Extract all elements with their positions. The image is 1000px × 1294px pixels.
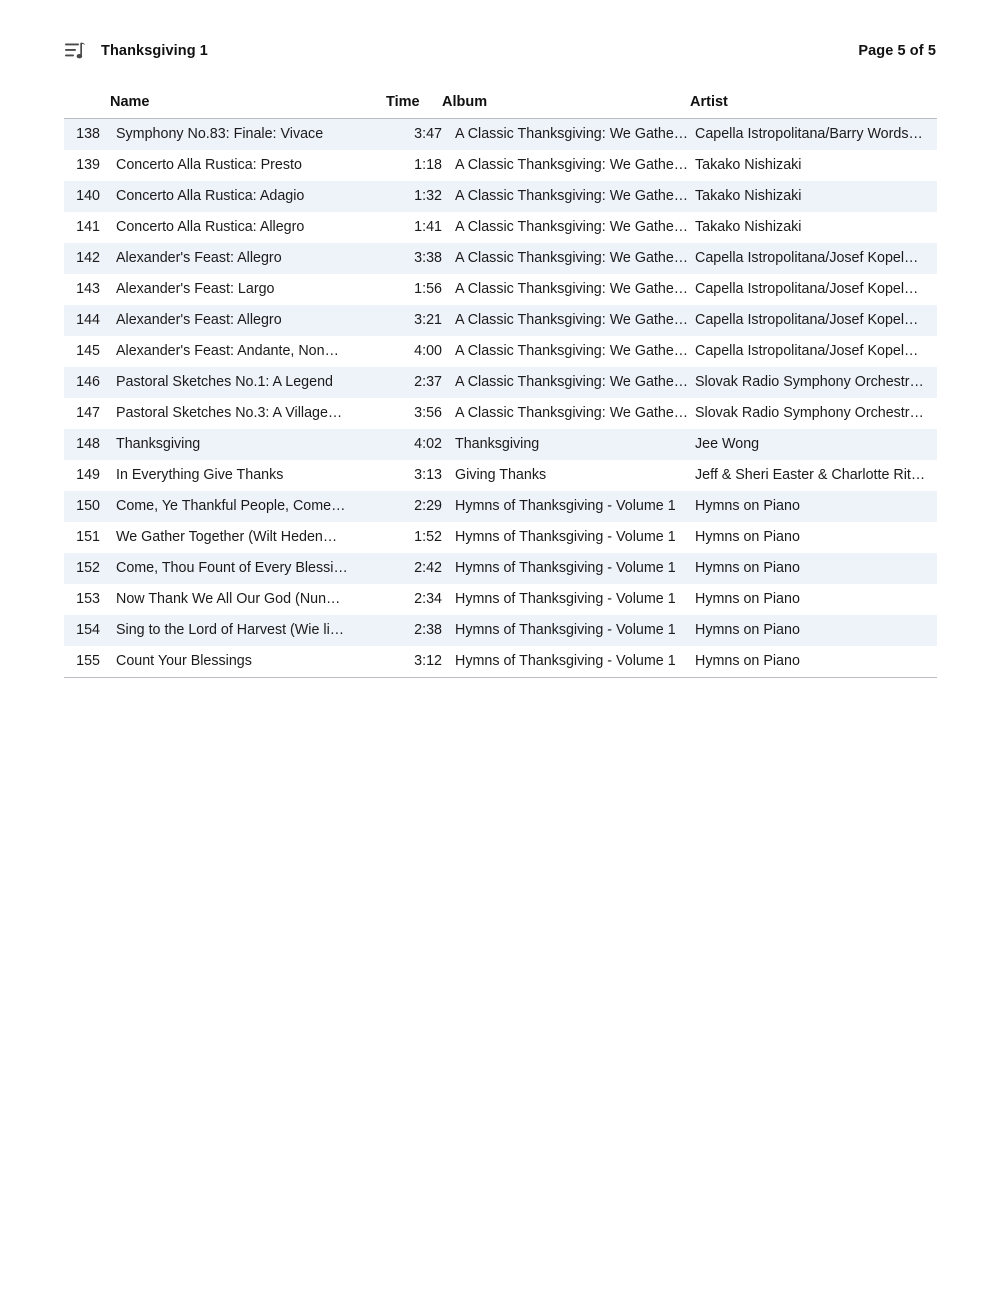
track-artist: Slovak Radio Symphony Orchestr… (690, 398, 937, 429)
track-name: In Everything Give Thanks (110, 460, 386, 491)
track-album: Hymns of Thanksgiving - Volume 1 (442, 646, 690, 678)
track-time: 4:02 (386, 429, 442, 460)
track-name: Sing to the Lord of Harvest (Wie li… (110, 615, 386, 646)
track-number: 143 (64, 274, 110, 305)
track-time: 2:37 (386, 367, 442, 398)
track-number: 144 (64, 305, 110, 336)
track-number: 150 (64, 491, 110, 522)
track-number: 148 (64, 429, 110, 460)
track-artist: Hymns on Piano (690, 615, 937, 646)
track-artist: Takako Nishizaki (690, 212, 937, 243)
track-artist: Hymns on Piano (690, 491, 937, 522)
column-header-number (64, 88, 110, 119)
playlist-title: Thanksgiving 1 (101, 43, 208, 59)
track-album: A Classic Thanksgiving: We Gathe… (442, 150, 690, 181)
track-time: 2:42 (386, 553, 442, 584)
track-number: 142 (64, 243, 110, 274)
track-name: Concerto Alla Rustica: Allegro (110, 212, 386, 243)
track-artist: Jee Wong (690, 429, 937, 460)
track-name: Pastoral Sketches No.1: A Legend (110, 367, 386, 398)
track-number: 151 (64, 522, 110, 553)
track-number: 147 (64, 398, 110, 429)
track-time: 1:52 (386, 522, 442, 553)
column-header-album: Album (442, 88, 690, 119)
table-row (64, 553, 937, 584)
track-album: A Classic Thanksgiving: We Gathe… (442, 212, 690, 243)
table-row (64, 274, 937, 305)
track-artist: Takako Nishizaki (690, 181, 937, 212)
track-name: Alexander's Feast: Allegro (110, 243, 386, 274)
track-album: A Classic Thanksgiving: We Gathe… (442, 336, 690, 367)
table-row (64, 584, 937, 615)
table-header-row (64, 88, 937, 119)
track-time: 3:56 (386, 398, 442, 429)
track-album: Hymns of Thanksgiving - Volume 1 (442, 584, 690, 615)
track-album: Giving Thanks (442, 460, 690, 491)
track-artist: Slovak Radio Symphony Orchestr… (690, 367, 937, 398)
track-time: 3:47 (386, 119, 442, 151)
track-name: Thanksgiving (110, 429, 386, 460)
column-header-artist: Artist (690, 88, 937, 119)
track-name: Come, Ye Thankful People, Come… (110, 491, 386, 522)
track-time: 1:18 (386, 150, 442, 181)
track-number: 139 (64, 150, 110, 181)
column-header-time: Time (386, 88, 442, 119)
track-album: A Classic Thanksgiving: We Gathe… (442, 305, 690, 336)
track-artist: Capella Istropolitana/Barry Words… (690, 119, 937, 151)
table-row (64, 243, 937, 274)
table-row (64, 646, 937, 678)
table-row (64, 460, 937, 491)
track-time: 2:34 (386, 584, 442, 615)
track-time: 3:13 (386, 460, 442, 491)
track-name: Come, Thou Fount of Every Blessi… (110, 553, 386, 584)
track-time: 2:38 (386, 615, 442, 646)
table-row (64, 336, 937, 367)
track-time: 3:12 (386, 646, 442, 678)
playlist-music-icon (64, 40, 86, 62)
track-table-container (64, 88, 936, 678)
table-row (64, 491, 937, 522)
page-header (64, 34, 936, 68)
track-album: A Classic Thanksgiving: We Gathe… (442, 274, 690, 305)
track-album: A Classic Thanksgiving: We Gathe… (442, 243, 690, 274)
track-artist: Hymns on Piano (690, 522, 937, 553)
page-number-label: Page 5 of 5 (858, 43, 936, 59)
track-number: 138 (64, 119, 110, 151)
track-number: 155 (64, 646, 110, 678)
table-row (64, 150, 937, 181)
table-row (64, 522, 937, 553)
track-artist: Jeff & Sheri Easter & Charlotte Rit… (690, 460, 937, 491)
track-number: 153 (64, 584, 110, 615)
track-artist: Capella Istropolitana/Josef Kopel… (690, 243, 937, 274)
track-time: 4:00 (386, 336, 442, 367)
track-artist: Capella Istropolitana/Josef Kopel… (690, 305, 937, 336)
track-number: 154 (64, 615, 110, 646)
track-album: Hymns of Thanksgiving - Volume 1 (442, 553, 690, 584)
track-album: Hymns of Thanksgiving - Volume 1 (442, 615, 690, 646)
track-album: Hymns of Thanksgiving - Volume 1 (442, 522, 690, 553)
track-name: Now Thank We All Our God (Nun… (110, 584, 386, 615)
track-album: Hymns of Thanksgiving - Volume 1 (442, 491, 690, 522)
track-time: 3:38 (386, 243, 442, 274)
track-number: 141 (64, 212, 110, 243)
track-artist: Hymns on Piano (690, 553, 937, 584)
table-row (64, 615, 937, 646)
track-artist: Takako Nishizaki (690, 150, 937, 181)
track-name: Alexander's Feast: Andante, Non… (110, 336, 386, 367)
table-row (64, 398, 937, 429)
track-album: A Classic Thanksgiving: We Gathe… (442, 181, 690, 212)
track-table-body (64, 119, 937, 678)
track-artist: Hymns on Piano (690, 584, 937, 615)
track-artist: Capella Istropolitana/Josef Kopel… (690, 336, 937, 367)
track-album: A Classic Thanksgiving: We Gathe… (442, 367, 690, 398)
track-number: 146 (64, 367, 110, 398)
track-table (64, 88, 937, 678)
track-time: 1:41 (386, 212, 442, 243)
track-time: 1:56 (386, 274, 442, 305)
track-number: 149 (64, 460, 110, 491)
column-header-name: Name (110, 88, 386, 119)
table-row (64, 367, 937, 398)
track-name: Count Your Blessings (110, 646, 386, 678)
track-number: 145 (64, 336, 110, 367)
track-name: Concerto Alla Rustica: Adagio (110, 181, 386, 212)
table-row (64, 429, 937, 460)
track-album: Thanksgiving (442, 429, 690, 460)
track-time: 3:21 (386, 305, 442, 336)
track-number: 140 (64, 181, 110, 212)
track-name: Concerto Alla Rustica: Presto (110, 150, 386, 181)
track-time: 1:32 (386, 181, 442, 212)
track-album: A Classic Thanksgiving: We Gathe… (442, 119, 690, 151)
track-name: Alexander's Feast: Allegro (110, 305, 386, 336)
track-album: A Classic Thanksgiving: We Gathe… (442, 398, 690, 429)
table-row (64, 181, 937, 212)
track-number: 152 (64, 553, 110, 584)
track-name: Symphony No.83: Finale: Vivace (110, 119, 386, 151)
track-name: Alexander's Feast: Largo (110, 274, 386, 305)
track-artist: Hymns on Piano (690, 646, 937, 678)
table-row (64, 119, 937, 151)
track-time: 2:29 (386, 491, 442, 522)
track-name: We Gather Together (Wilt Heden… (110, 522, 386, 553)
track-artist: Capella Istropolitana/Josef Kopel… (690, 274, 937, 305)
table-row (64, 305, 937, 336)
table-row (64, 212, 937, 243)
track-name: Pastoral Sketches No.3: A Village… (110, 398, 386, 429)
